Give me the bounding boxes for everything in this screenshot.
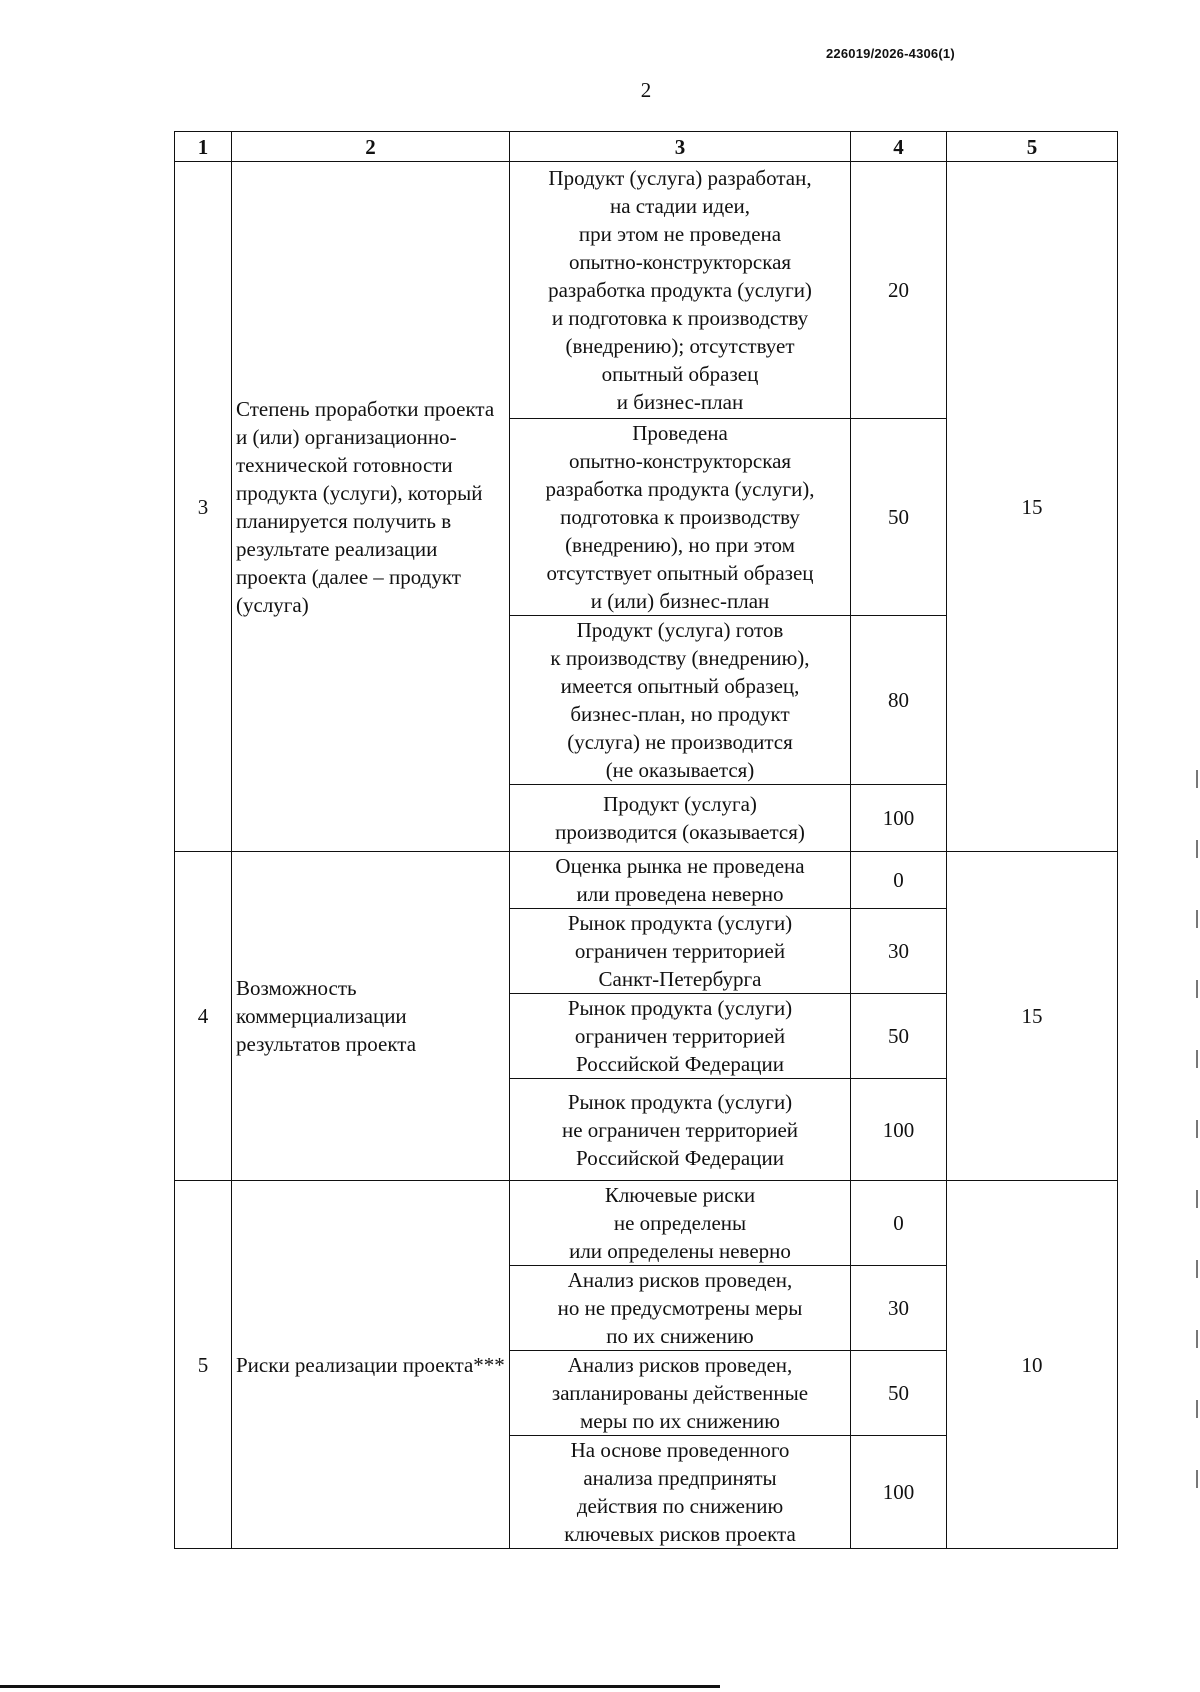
level-description	[510, 162, 851, 419]
criterion-number: 4	[175, 852, 232, 1181]
level-description-line: (внедрению), но при этом	[565, 533, 795, 557]
criterion-number: 5	[175, 1181, 232, 1549]
level-description-line: Продукт (услуга) готов	[576, 618, 784, 642]
criterion-number: 3	[175, 162, 232, 852]
level-points: 100	[851, 1079, 947, 1181]
level-description-line: (внедрению); отсутствует	[565, 334, 795, 358]
level-points: 30	[851, 1266, 947, 1351]
scan-right-edge	[1196, 770, 1198, 1510]
level-description-line: производится (оказывается)	[555, 820, 805, 844]
level-description-line: Российской Федерации	[576, 1145, 784, 1170]
criterion-weight: 15	[947, 852, 1118, 1181]
level-description-line: и подготовка к производству	[551, 306, 809, 330]
level-description-line: или определены неверно	[569, 1239, 791, 1263]
level-description	[510, 909, 851, 994]
criteria-table	[174, 131, 1118, 1549]
level-description-line: при этом не проведена	[578, 222, 782, 246]
criterion-name: Риски реализации проекта***	[232, 1181, 510, 1549]
level-description-line: разработка продукта (услуги)	[548, 278, 812, 302]
level-description-line: (не оказывается)	[605, 758, 755, 782]
level-description	[510, 994, 851, 1079]
level-description	[510, 1351, 851, 1436]
column-header: 2	[232, 132, 510, 162]
level-points: 30	[851, 909, 947, 994]
level-description-line: опытно-конструкторская	[568, 449, 792, 473]
level-description-line: Анализ рисков проведен,	[567, 1268, 793, 1292]
scan-bottom-edge	[0, 1685, 720, 1688]
level-description-line: Рынок продукта (услуги)	[567, 1089, 793, 1114]
level-description	[510, 1266, 851, 1351]
column-header: 3	[510, 132, 851, 162]
level-points: 100	[851, 1436, 947, 1549]
level-description-line: Ключевые риски	[604, 1183, 756, 1207]
level-points: 50	[851, 994, 947, 1079]
level-points: 20	[851, 162, 947, 419]
level-description-line: опытный образец	[601, 362, 759, 386]
level-description-line: Продукт (услуга)	[603, 792, 757, 816]
level-points: 100	[851, 785, 947, 852]
criterion-level-row	[175, 852, 1118, 909]
level-description-line: бизнес-план, но продукт	[570, 702, 790, 726]
level-points: 0	[851, 1181, 947, 1266]
level-description	[510, 419, 851, 616]
column-header: 5	[947, 132, 1118, 162]
level-description-line: Российской Федерации	[576, 1052, 784, 1076]
criterion-name: Степень проработки проекта и (или) организационно-технической готовности продукта (услуги), который планируется получить в результате реализации проекта (далее – продукт (услуга)	[232, 162, 510, 852]
level-description-line: Санкт-Петербурга	[598, 967, 762, 991]
level-points: 80	[851, 616, 947, 785]
level-description-line: ключевых рисков проекта	[564, 1522, 796, 1546]
level-description-line: но не предусмотрены меры	[557, 1296, 803, 1320]
table-header-row	[175, 132, 1118, 162]
level-description-line: и бизнес-план	[616, 390, 744, 414]
level-description	[510, 785, 851, 852]
level-description-line: ограничен территорией	[574, 939, 786, 963]
level-description	[510, 1436, 851, 1549]
criterion-weight: 15	[947, 162, 1118, 852]
level-description-line: к производству (внедрению),	[550, 646, 810, 670]
level-description-line: Проведена	[632, 421, 728, 445]
level-description-line: разработка продукта (услуги),	[545, 477, 815, 501]
level-description-line: подготовка к производству	[560, 505, 800, 529]
level-description-line: (услуга) не производится	[567, 730, 793, 754]
page-number: 2	[640, 78, 652, 102]
level-description-line: Анализ рисков проведен,	[567, 1353, 793, 1377]
level-description-line: Рынок продукта (услуги)	[567, 996, 793, 1020]
level-description-line: ограничен территорией	[574, 1024, 786, 1048]
level-description	[510, 852, 851, 909]
document-registration-number: 226019/2026-4306(1)	[826, 46, 955, 61]
level-description-line: анализа предприняты	[583, 1466, 777, 1490]
level-description-line: и (или) бизнес-план	[590, 589, 770, 613]
level-points: 50	[851, 1351, 947, 1436]
level-description-line: по их снижению	[606, 1324, 754, 1348]
criteria-table-body	[175, 162, 1118, 1549]
level-description-line: не ограничен территорией	[561, 1117, 799, 1142]
criterion-weight: 10	[947, 1181, 1118, 1549]
level-description-line: не определены	[613, 1211, 747, 1235]
column-header: 4	[851, 132, 947, 162]
level-description-line: Рынок продукта (услуги)	[567, 911, 793, 935]
level-description-line: имеется опытный образец,	[560, 674, 800, 698]
level-description-line: Оценка рынка не проведена	[555, 854, 805, 878]
level-description-line: Продукт (услуга) разработан,	[548, 166, 812, 190]
level-description-line: На основе проведенного	[570, 1438, 790, 1462]
criterion-level-row	[175, 1181, 1118, 1266]
level-description	[510, 1079, 851, 1181]
criterion-level-row	[175, 162, 1118, 419]
level-points: 50	[851, 419, 947, 616]
level-description-line: отсутствует опытный образец	[546, 561, 814, 585]
level-description	[510, 1181, 851, 1266]
level-description-line: меры по их снижению	[580, 1409, 780, 1433]
level-description-line: запланированы действенные	[551, 1381, 809, 1405]
level-description-line: действия по снижению	[576, 1494, 784, 1518]
level-points: 0	[851, 852, 947, 909]
column-header: 1	[175, 132, 232, 162]
level-description-line: или проведена неверно	[576, 882, 784, 906]
level-description-line: на стадии идеи,	[609, 194, 751, 218]
level-description	[510, 616, 851, 785]
criterion-name: Возможность коммерциализации результатов проекта	[232, 852, 510, 1181]
level-description-line: опытно-конструкторская	[568, 250, 792, 274]
